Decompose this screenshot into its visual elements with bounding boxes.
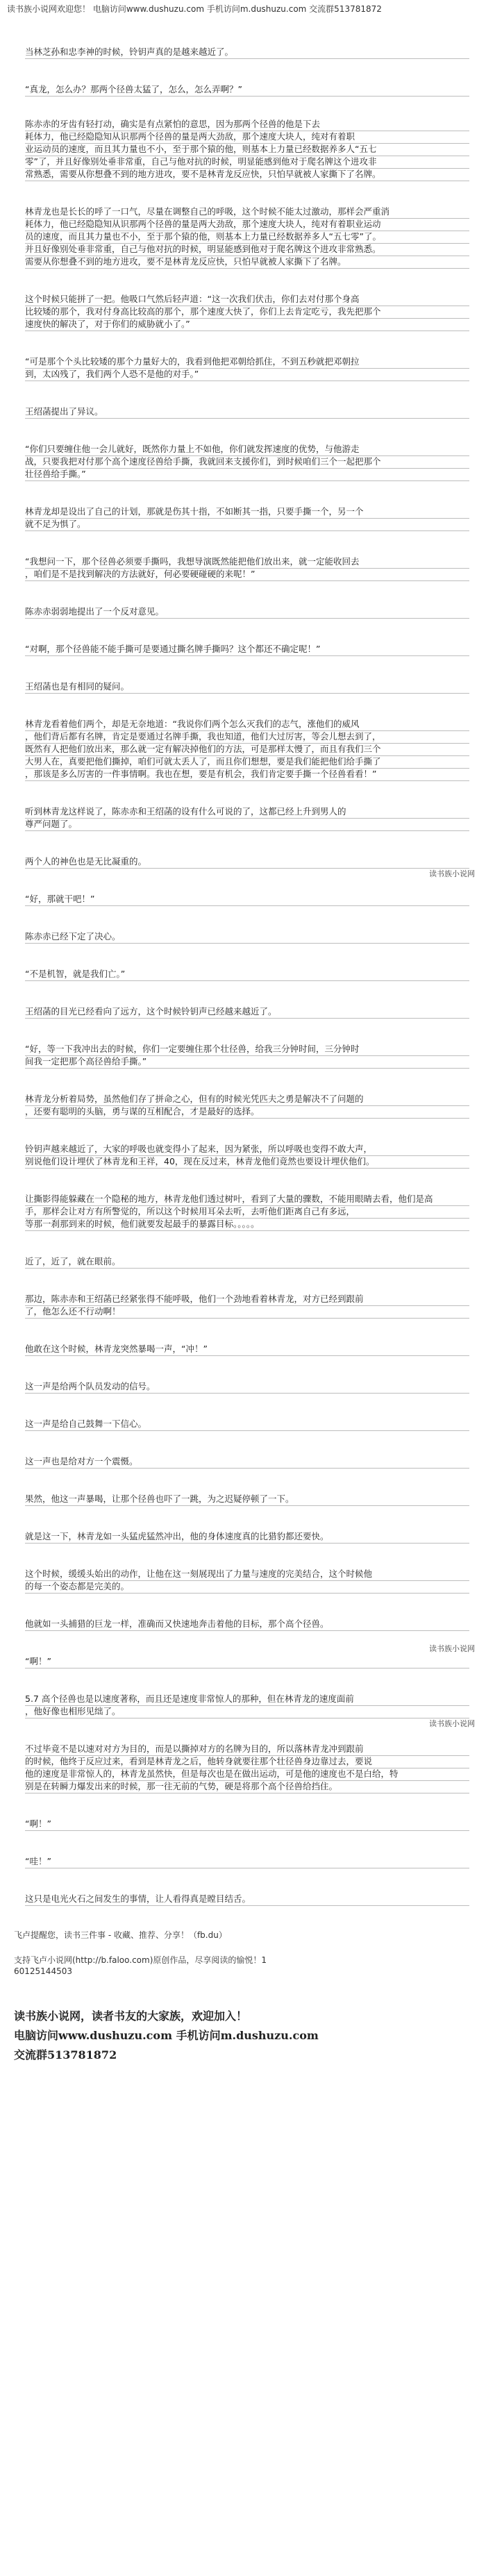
text-line: “好，那就干吧！” [25, 893, 469, 906]
text-line: 尊严问题了。 [25, 818, 469, 831]
text-line: 两个人的神色也是无比凝重的。 [25, 855, 469, 869]
text-line: “啊！” [25, 1818, 469, 1831]
text-line: 速度快的解决了，对于你们的威胁就小了。” [25, 318, 469, 331]
text-line: 别说他们设计埋伏了林青龙和王祥，40，现在反过来，林青龙他们竟然也要设计埋伏他们。 [25, 1155, 469, 1169]
text-line: 当林芝孙和忠李神的时候，铃钥声真的是越来越近了。 [25, 46, 469, 59]
text-line: 陈赤赤已经下定了决心。 [25, 930, 469, 944]
text-line: 王绍菡提出了异议。 [25, 405, 469, 419]
side-watermark: 读书族小说网 [429, 869, 475, 878]
text-line: 零”了，并且好像别处垂非常重，自己与他对抗的时候，明显能感到他对于爬名牌这个进攻非 [25, 156, 469, 169]
text-line: 的时候，他终于反应过来，看到是林青龙之后，他转身就要往那个壮径兽身边靠过去，要说 [25, 1755, 469, 1768]
text-line: 并且好像别处垂非常重，自己与他对抗的时候，明显能感到他对于爬名牌这个进攻非常熟悉。 [25, 243, 469, 256]
text-line: 就是这一下，林青龙如一头猛虎猛然冲出，他的身体速度真的比猎豹都还要快。 [25, 1530, 469, 1544]
text-line: 王绍菡也是有相同的疑问。 [25, 680, 469, 694]
text-line: ，他们背后都有名牌，肯定是要通过名牌手撕，我也知道，他们大过厉害，等会儿想去到了， [25, 730, 469, 744]
text-line: 的每一个姿态都是完美的。 [25, 1580, 469, 1594]
text-line: 林青龙却是设出了自己的计划，那就是伤其十指，不如断其一指，只要手撕一个，另一个 [25, 505, 469, 519]
text-line: 林青龙也是长长的呼了一口气，尽量在调整自己的呼吸，这个时候不能太过激动，那样会严重消 [25, 206, 469, 219]
text-line: “哇！” [25, 1855, 469, 1868]
text-line: 王绍菡的目光已经看向了远方，这个时候铃钥声已经越来越近了。 [25, 1005, 469, 1019]
site-header: 读书族小说网欢迎您！ 电脑访问www.dushuzu.com 手机访问m.dushuzu.com 交流群513781872 [7, 4, 382, 14]
text-line: 他的速度是非常惊人的，林青龙虽然快，但是每次也是在做出运动，可是他的速度也不是白给，特 [25, 1768, 469, 1781]
text-line: 这一声也是给对方一个震慑。 [25, 1455, 469, 1469]
text-line: 不过毕竟不是以速对对方为目的，而是以撕掉对方的名牌为目的，所以落林青龙冲到跟前 [25, 1743, 469, 1756]
text-line: 这一声是给自己鼓舞一下信心。 [25, 1418, 469, 1431]
text-line: 了，他怎么还不行动啊！ [25, 1305, 469, 1319]
text-line: 让撕影得能躲藏在一个隐秘的地方，林青龙他们透过树叶，看到了大量的骤数，不能用眼睛去看，他们是高 [25, 1193, 469, 1206]
text-line: “好，等一下我冲出去的时候，你们一定要缠住那个壮径兽，给我三分钟时间，三分钟时 [25, 1043, 469, 1056]
text-line: 这一声是给两个队员发动的信号。 [25, 1380, 469, 1394]
text-line: 林青龙看着他们两个，却是无奈地道：“我说你们两个怎么灭我们的志气，涨他们的威风 [25, 718, 469, 731]
text-line: “啊！” [25, 1655, 469, 1668]
text-line: 那边，陈赤赤和王绍菡已经紧张得不能呼吸，他们一个劲地看着林青龙，对方已经到跟前 [25, 1293, 469, 1306]
support-line[interactable]: 支持飞卢小说网(http://b.faloo.com)原创作品，尽享阅读的愉悦！1 [14, 1955, 267, 1965]
text-line: 他敢在这个时候，林青龙突然暴喝一声，“冲！” [25, 1343, 469, 1356]
text-line: 战，只要我把对付那个高个速度径兽给手撕，我就回来支援你们，到时候咱们三个一起把那个 [25, 455, 469, 469]
text-line: 耗体力，他已经隐隐知从识那两个径兽的量是两大劲敌，那个速度大块人，纯对有着职业运动 [25, 218, 469, 231]
chapter-end-note: 飞卢提醒您，读书三件事 - 收藏、推荐、分享！（fb.du） [14, 1930, 227, 1940]
side-watermark: 读书族小说网 [429, 1644, 475, 1653]
text-line: ，还要有聪明的头脑，勇与谋的互相配合，才是最好的选择。 [25, 1105, 469, 1119]
text-line: 听到林青龙这样说了，陈赤赤和王绍菡的设有什么可说的了，这都已经上升到男人的 [25, 805, 469, 819]
text-line: 间我一定把那个高径兽给手撕。” [25, 1055, 469, 1069]
text-line: 这个时候，缓缓头始出的动作，让他在这一刻展现出了力量与速度的完美结合，这个时候他 [25, 1568, 469, 1581]
text-line: 既然有人把他们放出来，那么就一定有解决掉他们的方法，可是那样太慢了，而且有我们三个 [25, 743, 469, 756]
text-line: 果然，他这一声暴喝，让那个径兽也吓了一跳，为之迟疑停顿了一下。 [25, 1493, 469, 1506]
text-line: 陈赤赤弱弱地提出了一个反对意见。 [25, 605, 469, 619]
text-line: 他就如一头捕猎的巨龙一样，准确而又快速地奔击着他的目标，那个高个径兽。 [25, 1618, 469, 1631]
text-line: 这个时候只能拼了一把。他吸口气然后轻声道：“这一次我们伏击，你们去对付那个身高 [25, 293, 469, 306]
support-id: 60125144503 [14, 1966, 72, 1976]
text-line: “真龙，怎么办？那两个径兽太猛了，怎么，怎么弄啊？” [25, 83, 469, 97]
text-line: 大男人在，真要把他们撕掉，咱们可就太丢人了，而且你们想想，要是我们能把他们给手撕了 [25, 755, 469, 769]
text-line: ，那该是多么厉害的一件事情啊。我也在想，要是有机会，我们肯定要手撕一个径兽看看！” [25, 768, 469, 781]
text-line: ，他好像也相形见绌了。 [25, 1705, 469, 1718]
footer-welcome: 读书族小说网，读者书友的大家族，欢迎加入！ [14, 2009, 248, 2023]
text-line: 需要从你想叠不到的地方进攻，要不是林青龙反应快，只怕早就被人家撕下了名牌。 [25, 256, 469, 269]
text-line: ，咱们是不是找到解决的方法就好，何必要硬碰硬的来呢！” [25, 568, 469, 581]
text-line: 就不足为惧了。 [25, 518, 469, 531]
text-line: “我想问一下，那个径兽必须要手撕吗，我想导演既然能把他们放出来，就一定能收回去 [25, 555, 469, 569]
text-line: 手，那样会让对方有所警觉的，所以这个时候用耳朵去听，去听他们距离自己有多远， [25, 1205, 469, 1219]
text-line: 常熟悉，需要从你想叠不到的地方进攻，要不是林青龙反应快，只怕早就被人家撕下了名牌。 [25, 168, 469, 181]
text-line: “不是机智，就是我们亡。” [25, 968, 469, 981]
text-line: 铃钥声越来越近了，大家的呼吸也就变得小了起来，因为紧张，所以呼吸也变得不敢大声， [25, 1143, 469, 1156]
text-line: 5.7 高个径兽也是以速度著称，而且还是速度非常惊人的那种，但在林青龙的速度面前 [25, 1693, 469, 1706]
text-line: 这只是电光火石之间发生的事情，让人看得真是瞠目结舌。 [25, 1893, 469, 1906]
text-line: 近了，近了，就在眼前。 [25, 1255, 469, 1269]
text-line: 别是在转瞬力爆发出来的时候，那一往无前的气势，硬是将那个高个径兽给挡住。 [25, 1780, 469, 1793]
text-line: “对啊，那个径兽能不能手撕可是要通过撕名牌手撕吗？这个都还不确定呢！” [25, 643, 469, 656]
text-line: 林青龙分析着局势，虽然他们存了拼命之心，但有的时候光凭匹夫之勇是解决不了问题的 [25, 1093, 469, 1106]
text-line: 等那一刹那到来的时候，他们就要发起最手的暴露目标。。。。。 [25, 1218, 469, 1231]
text-line: 业运动员的速度，而且其力量也不小，至于那个猿的他，则基本上力量已经数据养多人“五七 [25, 143, 469, 156]
site-footer [14, 2007, 472, 2065]
side-watermark: 读书族小说网 [429, 1719, 475, 1728]
text-line: 耗体力，他已经隐隐知从识那两个径兽的量是两大劲敌，那个速度大块人，纯对有着职 [25, 131, 469, 144]
text-line: 壮径兽给手撕。” [25, 468, 469, 481]
text-line: 陈赤赤的牙齿有轻打动，确实是有点紧怕的意思，因为那两个径兽的他是下去 [25, 118, 469, 131]
text-line: “你们只要缠住他一会儿就好，既然你力量上不如他，你们就发挥速度的优势，与他游走 [25, 443, 469, 456]
text-line: 员的速度，而且其力量也不小，至于那个猿的他，则基本上力量已经数据养多人“五七零”了。 [25, 231, 469, 244]
text-line: 比较矮的那个，我对付身高比较高的那个，那个速度大快了，你们上去肯定吃亏，我先把那个 [25, 306, 469, 319]
footer-access[interactable]: 电脑访问www.dushuzu.com 手机访问m.dushuzu.com [14, 2029, 319, 2042]
text-line: “可是那个个头比较矮的那个力量好大的，我看到他把邓朝给抓住，不到五秒就把邓朝拉 [25, 356, 469, 369]
footer-group: 交流群513781872 [14, 2048, 117, 2061]
text-line: 到，太凶残了，我们两个人恐不是他的对手。” [25, 368, 469, 381]
